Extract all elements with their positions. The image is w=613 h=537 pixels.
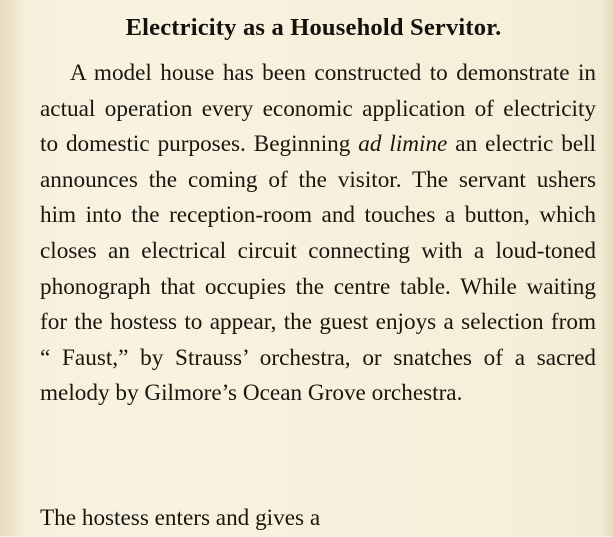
page-edge-shading: [599, 0, 613, 536]
page-title: Electricity as a Household Servitor.: [125, 14, 502, 41]
body-paragraph: [40, 56, 596, 412]
clipped-next-line: [40, 505, 595, 536]
latin-phrase: ad limine: [358, 131, 448, 158]
paragraph-text-part1: A model house has been constructed to demonstrate in actual operation every economic application of electricity to domestic purposes. Beginning: [40, 60, 596, 158]
paragraph-text-part2: an electric bell announces the coming of the visitor. The servant ushers him into the reception-room and touches a button, which closes an electrical circuit connecting with a loud-toned phonograph that occupies the centre table. While waiting for the hostess to appear, the guest enjoys a selection from “ Faust,” by Strauss’ orchestra, or snatches of a sacred melody by Gilmore’s Ocean Grove orchestra.: [40, 131, 596, 407]
clipped-next-line-text: The hostess enters and gives a: [40, 505, 321, 531]
